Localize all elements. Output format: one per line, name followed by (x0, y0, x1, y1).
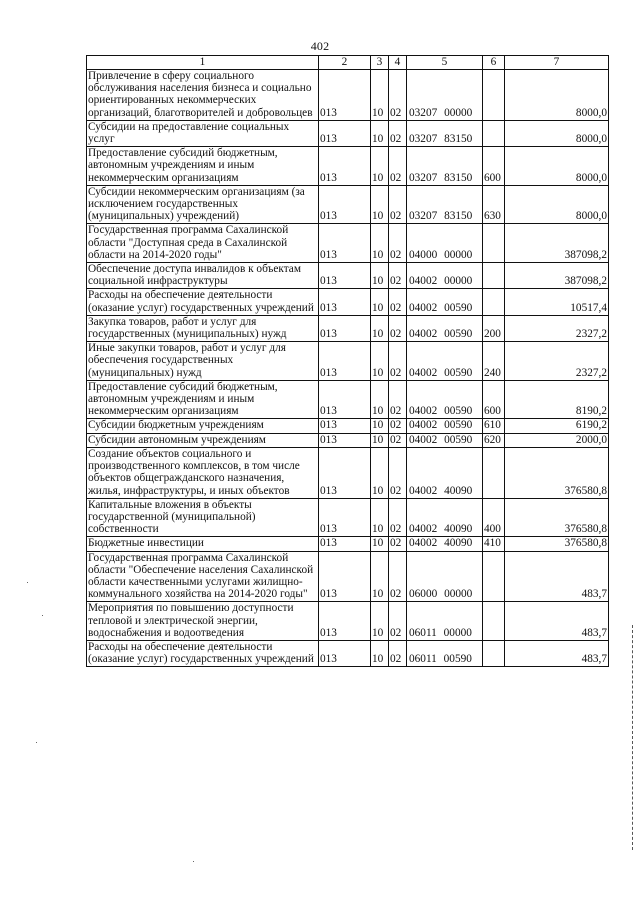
budget-table (86, 55, 609, 667)
row-ministry-code: 013 (319, 263, 371, 289)
row-section: 10 (371, 447, 389, 498)
row-name: Предоставление субсидий бюджетным, автономным учреждениям и иным некоммерческим организациям (87, 380, 319, 419)
row-target-article: 04002 40090 (407, 447, 483, 498)
row-amount: 8000,0 (505, 147, 609, 186)
row-ministry-code: 013 (319, 224, 371, 263)
table-row (87, 70, 609, 121)
row-subsection: 02 (389, 224, 407, 263)
row-subsection: 02 (389, 342, 407, 381)
row-name: Предоставление субсидий бюджетным, автономным учреждениям и иным некоммерческим организациям (87, 147, 319, 186)
row-expense-type: 620 (483, 433, 505, 447)
row-target-article: 04002 00590 (407, 419, 483, 433)
row-ministry-code: 013 (319, 640, 371, 666)
row-section: 10 (371, 224, 389, 263)
row-subsection: 02 (389, 263, 407, 289)
table-row (87, 433, 609, 447)
table-row (87, 380, 609, 419)
row-target-article: 06011 00590 (407, 640, 483, 666)
row-name: Расходы на обеспечение деятельности (оказание услуг) государственных учреждений (87, 640, 319, 666)
row-amount: 376580,8 (505, 498, 609, 537)
row-ministry-code: 013 (319, 433, 371, 447)
row-expense-type (483, 263, 505, 289)
row-name: Создание объектов социального и производственного комплексов, в том числе объектов общегражданского назначения, жилья, инфраструктуры, и иных объектов (87, 447, 319, 498)
table-row (87, 447, 609, 498)
row-section: 10 (371, 289, 389, 315)
row-amount: 483,7 (505, 551, 609, 602)
row-ministry-code: 013 (319, 185, 371, 224)
header-col-2: 2 (319, 56, 371, 70)
table-row (87, 551, 609, 602)
row-section: 10 (371, 120, 389, 146)
row-subsection: 02 (389, 640, 407, 666)
table-row (87, 263, 609, 289)
row-expense-type (483, 447, 505, 498)
row-subsection: 02 (389, 498, 407, 537)
row-expense-type (483, 224, 505, 263)
row-ministry-code: 013 (319, 419, 371, 433)
row-target-article: 06000 00000 (407, 551, 483, 602)
row-target-article: 04002 00590 (407, 380, 483, 419)
row-expense-type: 400 (483, 498, 505, 537)
header-col-1: 1 (87, 56, 319, 70)
row-expense-type: 410 (483, 537, 505, 551)
row-subsection: 02 (389, 147, 407, 186)
row-subsection: 02 (389, 602, 407, 641)
row-section: 10 (371, 315, 389, 341)
row-amount: 483,7 (505, 640, 609, 666)
row-name: Субсидии бюджетным учреждениям (87, 419, 319, 433)
row-section: 10 (371, 342, 389, 381)
row-expense-type: 600 (483, 147, 505, 186)
row-subsection: 02 (389, 120, 407, 146)
row-name: Мероприятия по повышению доступности тепловой и электрической энергии, водоснабжения и водоотведения (87, 602, 319, 641)
row-target-article: 04002 00590 (407, 315, 483, 341)
row-expense-type (483, 289, 505, 315)
row-name: Государственная программа Сахалинской области "Доступная среда в Сахалинской области на 2014-2020 годы" (87, 224, 319, 263)
row-expense-type (483, 602, 505, 641)
row-expense-type: 240 (483, 342, 505, 381)
header-col-5: 5 (407, 56, 483, 70)
row-name: Капитальные вложения в объекты государственной (муниципальной) собственности (87, 498, 319, 537)
row-ministry-code: 013 (319, 70, 371, 121)
scan-speck (27, 582, 28, 583)
scan-speck (42, 615, 43, 616)
header-col-4: 4 (389, 56, 407, 70)
row-name: Закупка товаров, работ и услуг для государственных (муниципальных) нужд (87, 315, 319, 341)
row-subsection: 02 (389, 289, 407, 315)
row-section: 10 (371, 147, 389, 186)
row-name: Расходы на обеспечение деятельности (оказание услуг) государственных учреждений (87, 289, 319, 315)
row-target-article: 04002 00590 (407, 289, 483, 315)
row-amount: 387098,2 (505, 263, 609, 289)
table-row (87, 315, 609, 341)
row-amount: 10517,4 (505, 289, 609, 315)
row-target-article: 03207 83150 (407, 120, 483, 146)
row-section: 10 (371, 263, 389, 289)
row-amount: 483,7 (505, 602, 609, 641)
row-amount: 376580,8 (505, 447, 609, 498)
row-section: 10 (371, 498, 389, 537)
table-row (87, 289, 609, 315)
row-expense-type: 630 (483, 185, 505, 224)
row-amount: 8000,0 (505, 120, 609, 146)
row-ministry-code: 013 (319, 498, 371, 537)
table-row (87, 640, 609, 666)
table-row (87, 342, 609, 381)
row-ministry-code: 013 (319, 447, 371, 498)
row-target-article: 04002 00000 (407, 263, 483, 289)
row-expense-type (483, 551, 505, 602)
table-row (87, 498, 609, 537)
row-expense-type (483, 70, 505, 121)
row-subsection: 02 (389, 70, 407, 121)
row-name: Привлечение в сферу социального обслуживания населения бизнеса и социально ориентированных некоммерческих организаций, благотворителей и добровольцев (87, 70, 319, 121)
row-ministry-code: 013 (319, 289, 371, 315)
row-ministry-code: 013 (319, 147, 371, 186)
row-section: 10 (371, 537, 389, 551)
row-subsection: 02 (389, 315, 407, 341)
row-target-article: 03207 83150 (407, 147, 483, 186)
row-section: 10 (371, 433, 389, 447)
row-ministry-code: 013 (319, 120, 371, 146)
margin-line (632, 625, 634, 850)
row-subsection: 02 (389, 433, 407, 447)
row-section: 10 (371, 419, 389, 433)
row-amount: 6190,2 (505, 419, 609, 433)
row-target-article: 04000 00000 (407, 224, 483, 263)
row-subsection: 02 (389, 551, 407, 602)
row-target-article: 04002 00590 (407, 433, 483, 447)
row-name: Иные закупки товаров, работ и услуг для обеспечения государственных (муниципальных) нужд (87, 342, 319, 381)
row-amount: 2327,2 (505, 315, 609, 341)
row-section: 10 (371, 380, 389, 419)
row-name: Субсидии автономным учреждениям (87, 433, 319, 447)
table-row (87, 537, 609, 551)
table-row (87, 602, 609, 641)
row-ministry-code: 013 (319, 602, 371, 641)
header-col-3: 3 (371, 56, 389, 70)
header-col-6: 6 (483, 56, 505, 70)
row-name: Обеспечение доступа инвалидов к объектам социальной инфраструктуры (87, 263, 319, 289)
page-number: 402 (310, 39, 330, 53)
row-section: 10 (371, 551, 389, 602)
row-expense-type: 600 (483, 380, 505, 419)
row-amount: 8190,2 (505, 380, 609, 419)
row-subsection: 02 (389, 537, 407, 551)
row-target-article: 04002 00590 (407, 342, 483, 381)
row-amount: 2000,0 (505, 433, 609, 447)
row-ministry-code: 013 (319, 315, 371, 341)
row-section: 10 (371, 602, 389, 641)
scan-speck (36, 742, 37, 743)
row-subsection: 02 (389, 447, 407, 498)
row-target-article: 03207 00000 (407, 70, 483, 121)
row-name: Государственная программа Сахалинской области "Обеспечение населения Сахалинской области качественными услугами жилищно-коммунального хозяйства на 2014-2020 годы" (87, 551, 319, 602)
table-row (87, 419, 609, 433)
header-col-7: 7 (505, 56, 609, 70)
row-amount: 387098,2 (505, 224, 609, 263)
row-ministry-code: 013 (319, 342, 371, 381)
row-name: Субсидии некоммерческим организациям (за исключением государственных (муниципальных) учреждений) (87, 185, 319, 224)
row-amount: 376580,8 (505, 537, 609, 551)
table-row (87, 147, 609, 186)
row-subsection: 02 (389, 380, 407, 419)
row-ministry-code: 013 (319, 551, 371, 602)
row-ministry-code: 013 (319, 380, 371, 419)
row-name: Субсидии на предоставление социальных услуг (87, 120, 319, 146)
row-expense-type: 610 (483, 419, 505, 433)
row-ministry-code: 013 (319, 537, 371, 551)
scan-speck (193, 861, 194, 862)
row-amount: 2327,2 (505, 342, 609, 381)
row-section: 10 (371, 185, 389, 224)
row-name: Бюджетные инвестиции (87, 537, 319, 551)
row-expense-type (483, 640, 505, 666)
row-subsection: 02 (389, 419, 407, 433)
row-target-article: 06011 00000 (407, 602, 483, 641)
table-row (87, 224, 609, 263)
row-section: 10 (371, 70, 389, 121)
row-target-article: 04002 40090 (407, 537, 483, 551)
row-expense-type (483, 120, 505, 146)
row-amount: 8000,0 (505, 185, 609, 224)
table-row (87, 185, 609, 224)
table-row (87, 120, 609, 146)
row-section: 10 (371, 640, 389, 666)
row-subsection: 02 (389, 185, 407, 224)
row-expense-type: 200 (483, 315, 505, 341)
row-target-article: 04002 40090 (407, 498, 483, 537)
header-row (87, 56, 609, 70)
row-target-article: 03207 83150 (407, 185, 483, 224)
row-amount: 8000,0 (505, 70, 609, 121)
